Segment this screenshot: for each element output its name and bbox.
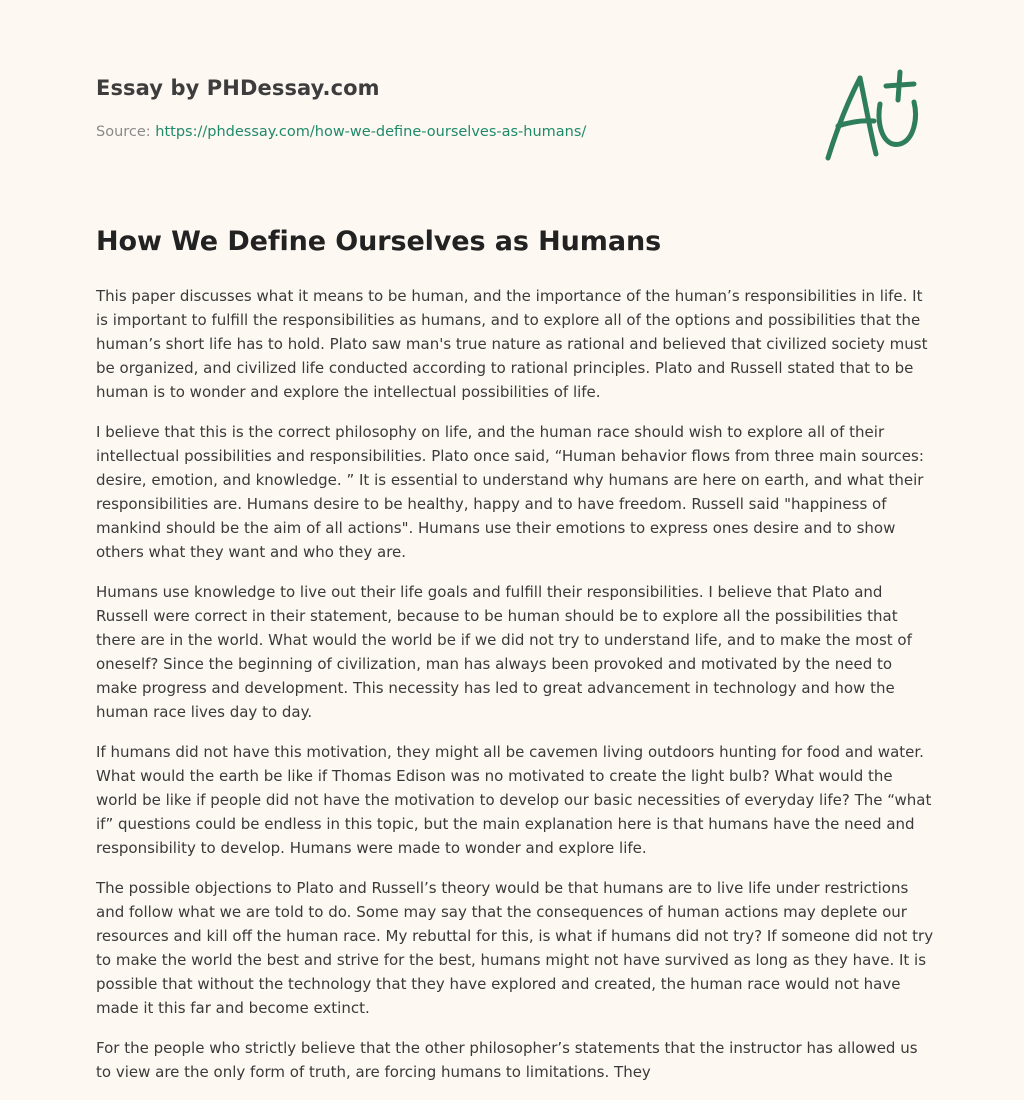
source-link[interactable]: https://phdessay.com/how-we-define-ourselves-as-humans/ [155, 124, 587, 140]
essay-paragraph: If humans did not have this motivation, they might all be cavemen living outdoors hunting for food and water. What would the earth be like if Thomas Edison was no motivated to create the light bulb? What would the world be like if people did not have the motivation to develop our basic necessities of everyday life? The “what if” questions could be endless in this topic, but the main explanation here is that humans have the need and responsibility to develop. Humans were made to wonder and explore life. [96, 743, 932, 857]
essay-paragraph: Humans use knowledge to live out their life goals and fulfill their responsibilities. I believe that Plato and Russell were correct in their statement, because to be human should be to explore all the possibilities that there are in the world. What would the world be if we did not try to understand life, and to make the most of oneself? Since the beginning of civilization, man has always been provoked and motivated by the need to make progress and development. This necessity has led to great advancement in technology and how the human race lives day to day. [96, 583, 912, 721]
essay-paragraph: For the people who strictly believe that the other philosopher’s statements that the instructor has allowed us to view are the only form of truth, are forcing humans to limitations. They [96, 1039, 918, 1081]
a-plus-grade-icon [818, 66, 928, 166]
source-label: Source: [96, 124, 151, 140]
essay-paragraph: I believe that this is the correct philosophy on life, and the human race should wish to explore all of their intellectual possibilities and responsibilities. Plato once said, “Human behavior flows from three main sources: desire, emotion, and knowledge. ” It is essential to understand why humans are here on earth, and what their responsibilities are. Humans desire to be healthy, happy and to have freedom. Russell said "happiness of mankind should be the aim of all actions". Humans use their emotions to express ones desire and to show others what they want and who they are. [96, 423, 924, 561]
essay-paragraph: The possible objections to Plato and Russell’s theory would be that humans are to live life under restrictions and follow what we are told to do. Some may say that the consequences of human actions may deplete our resources and kill off the human race. My rebuttal for this, is what if humans did not try? If someone did not try to make the world the best and strive for the best, humans might not have survived as long as they have. It is possible that without the technology that they have explored and created, the human race would not have made it this far and become extinct. [96, 879, 934, 1017]
essay-title: How We Define Ourselves as Humans [96, 226, 662, 257]
essay-body [96, 284, 936, 1100]
essay-paragraph: This paper discusses what it means to be human, and the importance of the human’s responsibilities in life. It is important to fulfill the responsibilities as humans, and to explore all of the options and possibilities that the human’s short life has to hold. Plato saw man's true nature as rational and believed that civilized society must be organized, and civilized life conducted according to rational principles. Plato and Russell stated that to be human is to wonder and explore the intellectual possibilities of life. [96, 287, 928, 401]
source-line [96, 124, 586, 140]
site-title: Essay by PHDessay.com [96, 76, 380, 100]
